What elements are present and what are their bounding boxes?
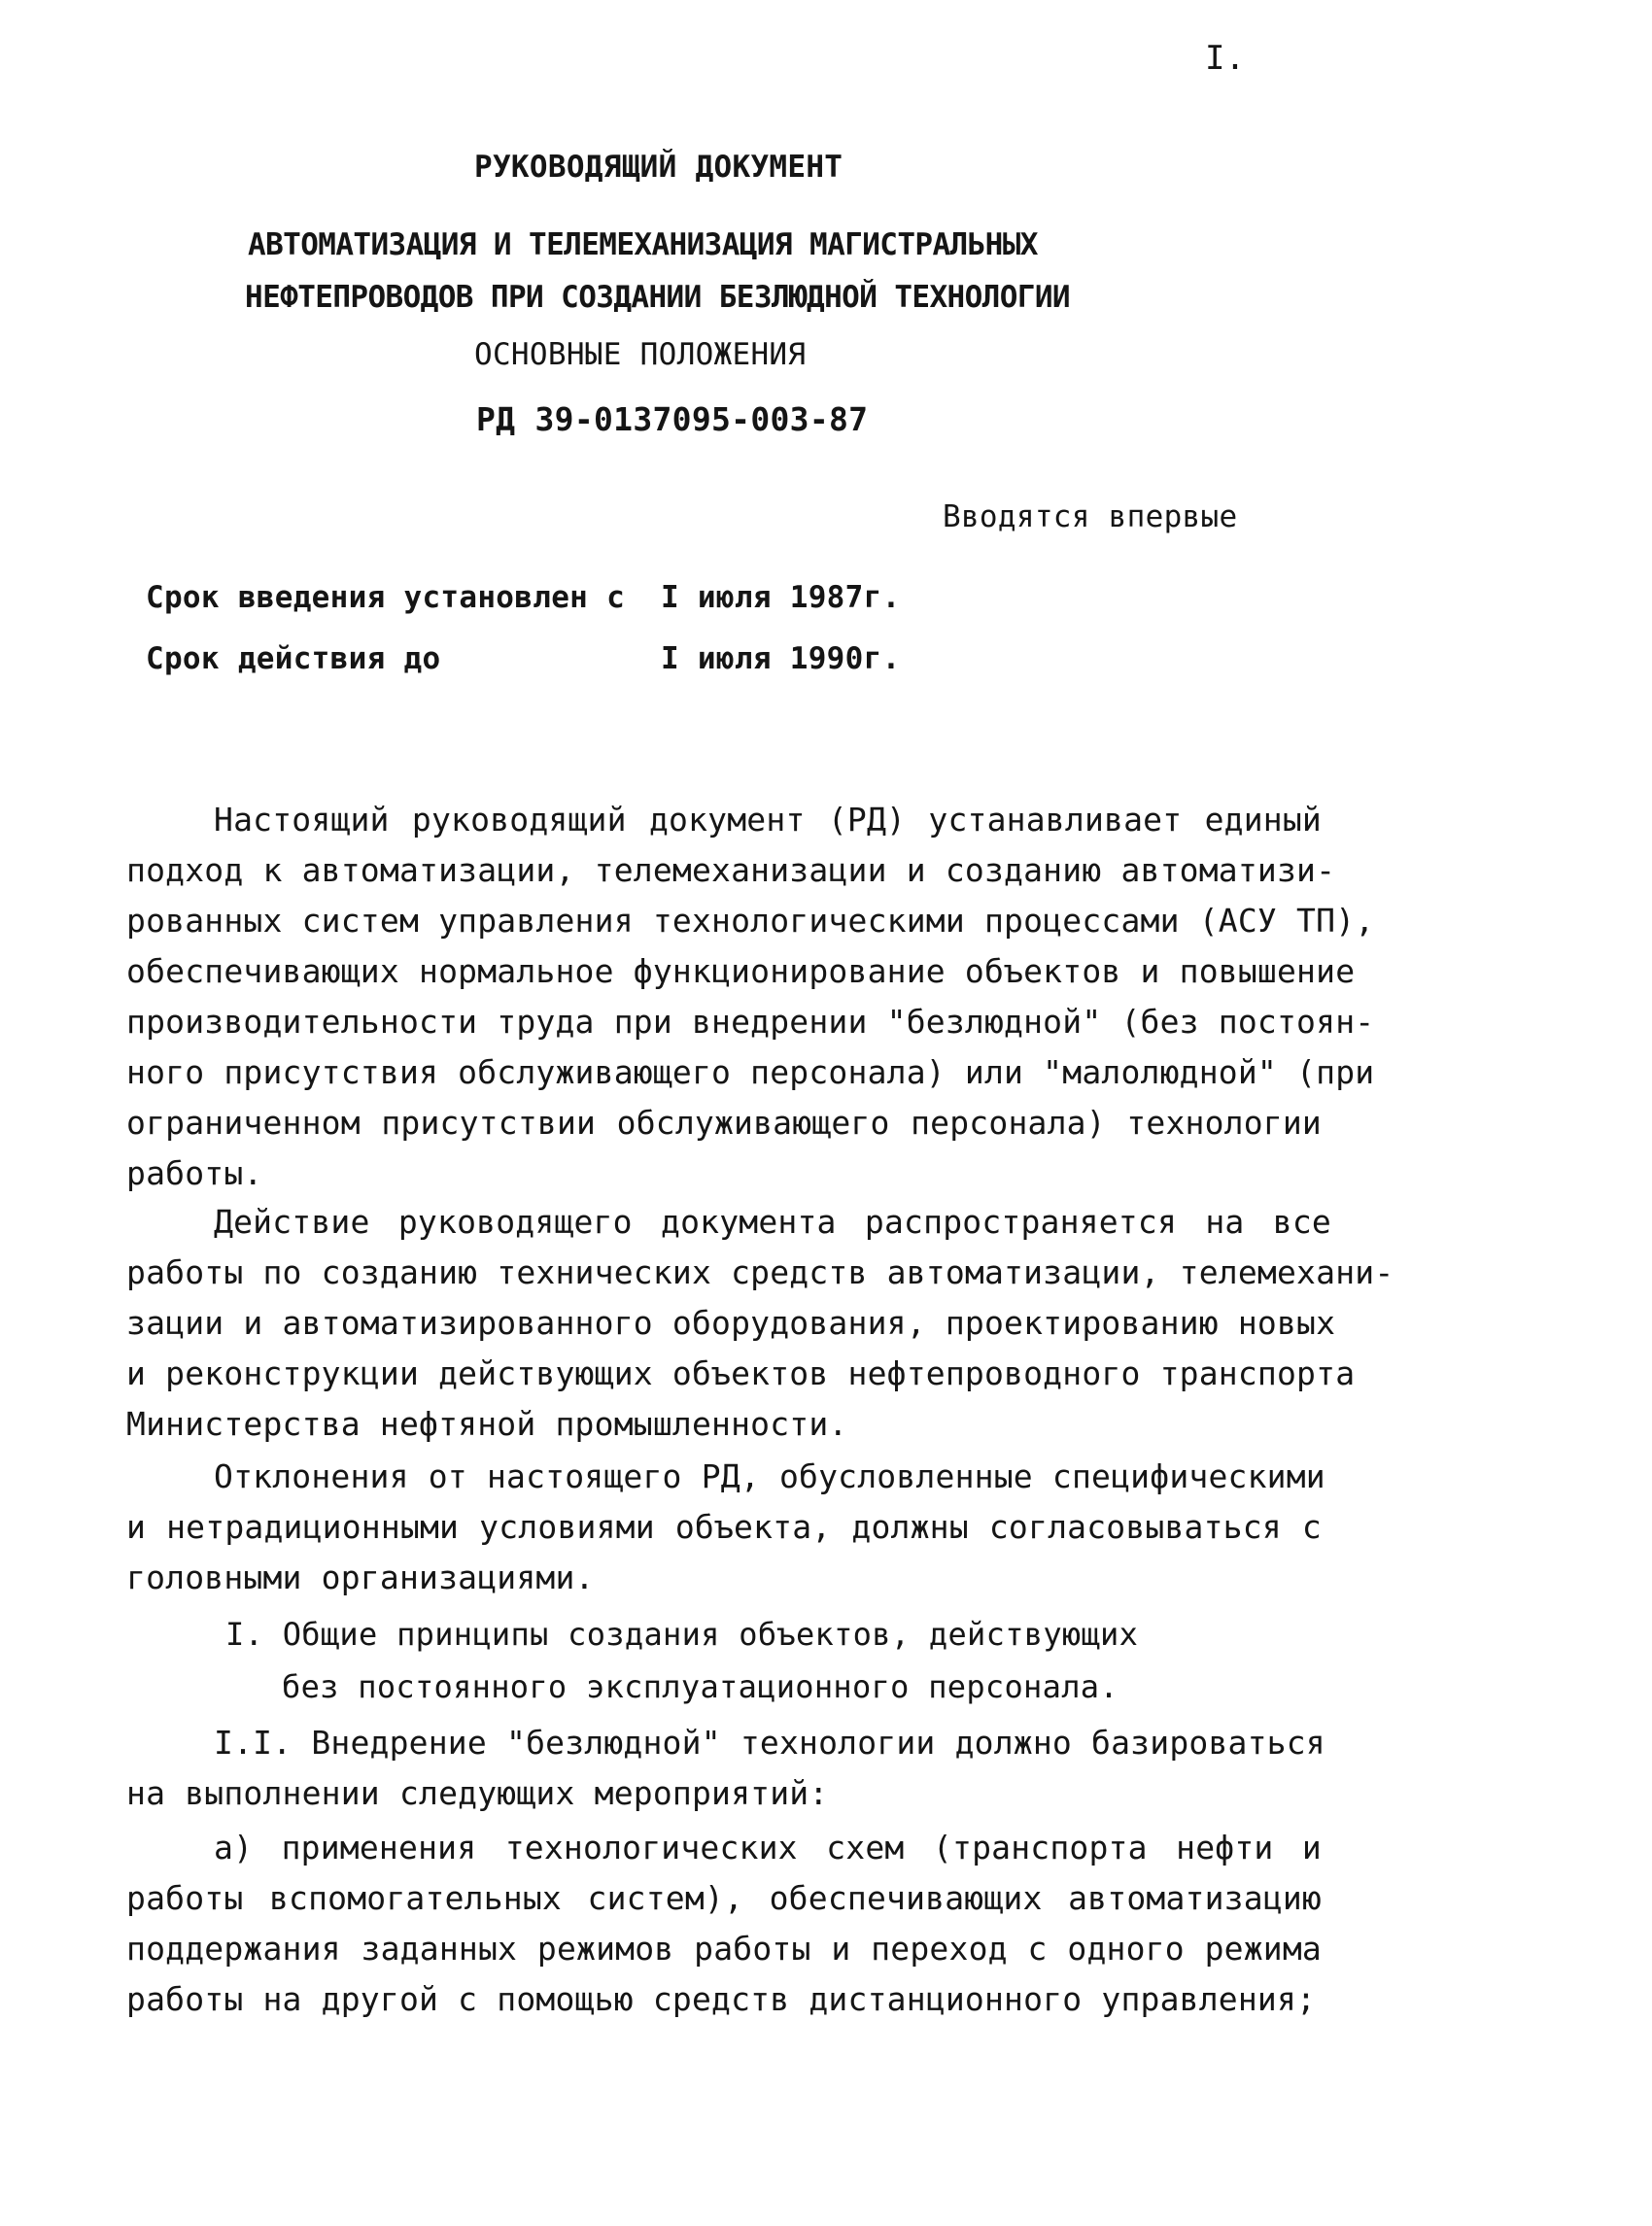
- text-line: работы на другой с помощью средств дистанционного управления;: [126, 1980, 1317, 2018]
- text-line: ного присутствия обслуживающего персонала) или "малолюдной" (при: [126, 1053, 1375, 1091]
- paragraph-scope: [126, 795, 1375, 1199]
- text-line: на выполнении следующих мероприятий:: [126, 1774, 829, 1812]
- title-line-2: НЕФТЕПРОВОДОВ ПРИ СОЗДАНИИ БЕЗЛЮДНОЙ ТЕХНОЛОГИИ: [245, 280, 1070, 315]
- text-line: головными организациями.: [126, 1558, 595, 1596]
- text-line: работы по созданию технических средств автоматизации, телемехани-: [126, 1253, 1394, 1291]
- section-1-heading-line-2: без постоянного эксплуатационного персонала.: [282, 1668, 1119, 1705]
- text-line: обеспечивающих нормальное функционирование объектов и повышение: [126, 952, 1356, 990]
- text-line: и реконструкции действующих объектов нефтепроводного транспорта: [126, 1354, 1356, 1392]
- text-line: работы.: [126, 1154, 263, 1192]
- validity-date-label: Срок действия до: [146, 641, 441, 676]
- document-code: РД 39-0137095-003-87: [476, 400, 869, 438]
- title-line-1: АВТОМАТИЗАЦИЯ И ТЕЛЕМЕХАНИЗАЦИЯ МАГИСТРАЛЬНЫХ: [248, 227, 1038, 262]
- text-line: подход к автоматизации, телемеханизации и созданию автоматизи-: [126, 851, 1336, 889]
- text-line: Настоящий руководящий документ (РД) устанавливает единый: [214, 801, 1322, 839]
- clause-1-1: [126, 1718, 1331, 1819]
- paragraph-applicability: [126, 1197, 1394, 1450]
- text-line: Отклонения от настоящего РД, обусловленные специфическими: [214, 1457, 1325, 1495]
- text-line: поддержания заданных режимов работы и переход с одного режима: [126, 1930, 1322, 1968]
- text-line: ограниченном присутствии обслуживающего персонала) технологии: [126, 1104, 1322, 1142]
- introduction-date-label: Срок введения установлен с: [146, 580, 626, 615]
- validity-date-value: I июля 1990г.: [661, 641, 901, 676]
- text-line: Министерства нефтяной промышленности.: [126, 1405, 848, 1443]
- section-1-heading-line-1: I. Общие принципы создания объектов, действующих: [225, 1616, 1139, 1653]
- text-line: I.I. Внедрение "безлюдной" технологии должно базироваться: [214, 1724, 1325, 1762]
- page-number: I.: [1205, 39, 1246, 78]
- text-line: а) применения технологических схем (транспорта нефти и: [214, 1829, 1322, 1866]
- paragraph-deviations: [126, 1452, 1325, 1603]
- text-line: работы вспомогательных систем), обеспечивающих автоматизацию: [126, 1879, 1322, 1917]
- text-line: и нетрадиционными условиями объекта, должны согласовываться с: [126, 1508, 1322, 1546]
- text-line: производительности труда при внедрении "безлюдной" (без постоян-: [126, 1003, 1375, 1041]
- text-line: зации и автоматизированного оборудования, проектированию новых: [126, 1304, 1336, 1342]
- document-type-heading: РУКОВОДЯЩИЙ ДОКУМЕНТ: [474, 150, 843, 185]
- introduction-date-value: I июля 1987г.: [661, 580, 901, 615]
- subtitle: ОСНОВНЫЕ ПОЛОЖЕНИЯ: [474, 337, 807, 372]
- text-line: рованных систем управления технологическими процессами (АСУ ТП),: [126, 902, 1375, 940]
- text-line: Действие руководящего документа распространяется на все: [214, 1203, 1331, 1241]
- first-introduction-note: Вводятся впервые: [943, 499, 1238, 534]
- item-a: [126, 1823, 1322, 2025]
